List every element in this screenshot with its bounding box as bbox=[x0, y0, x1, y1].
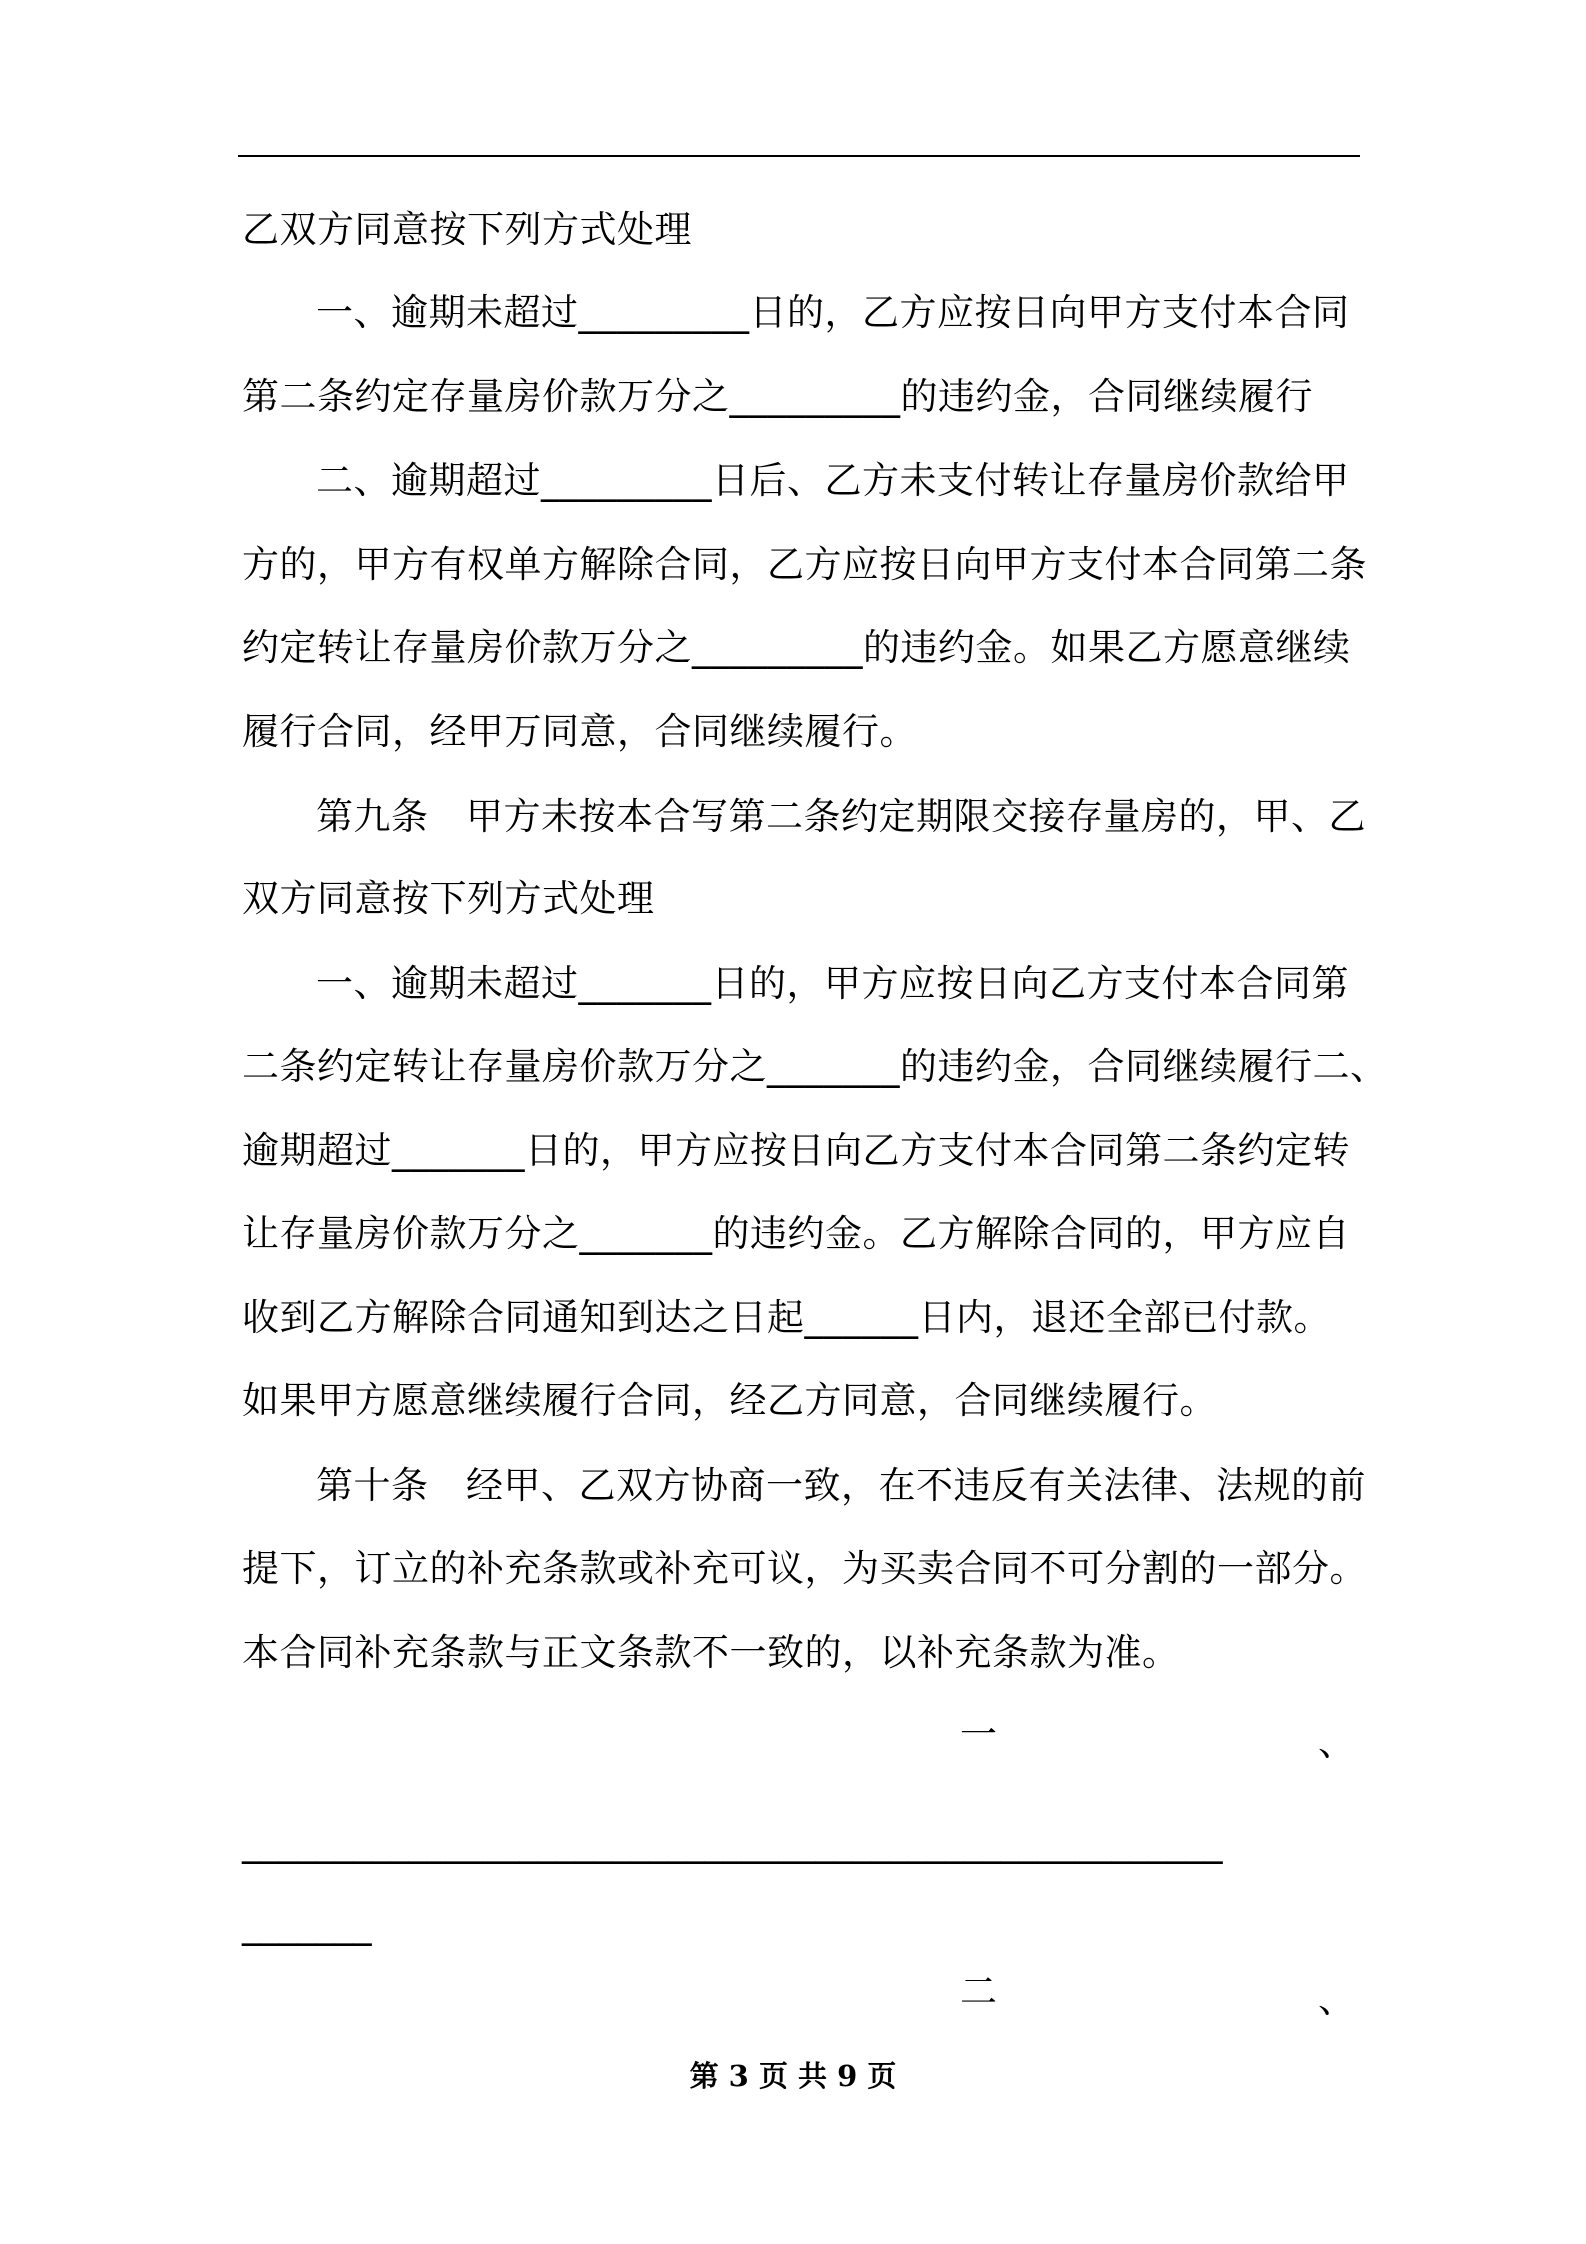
text-line-5: 方的，甲方有权单方解除合同，乙方应按日向甲方支付本合同第二条 bbox=[242, 543, 1367, 586]
header-rule bbox=[238, 155, 1360, 157]
item-marker-comma-1: 、 bbox=[1318, 1721, 1356, 1764]
text-line-10: 一、逾期未超过_______日的，甲方应按日向乙方支付本合同第 bbox=[316, 962, 1349, 1005]
text-line-3: 第二条约定存量房价款万分之_________的违约金，合同继续履行 bbox=[242, 375, 1313, 418]
item-marker-comma-2: 、 bbox=[1318, 1978, 1356, 2021]
text-line-4: 二、逾期超过_________日后、乙方未支付转让存量房价款给甲 bbox=[316, 459, 1350, 502]
text-line-17: 提下，订立的补充条款或补充可议，为买卖合同不可分割的一部分。 bbox=[242, 1547, 1367, 1590]
fill-in-blank-line-2: _______ bbox=[242, 1903, 372, 1946]
text-line-14: 收到乙方解除合同通知到达之日起______日内，退还全部已付款。 bbox=[242, 1296, 1331, 1339]
page-number: 第 3 页 共 9 页 bbox=[689, 2059, 897, 2093]
text-line-11: 二条约定转让存量房价款万分之_______的违约金，合同继续履行二、 bbox=[242, 1045, 1388, 1088]
text-line-15: 如果甲方愿意继续履行合同，经乙方同意，合同继续履行。 bbox=[242, 1379, 1217, 1422]
fill-in-blank-line-1: _____________________________________________________ bbox=[242, 1821, 1223, 1864]
item-marker-one: 一 bbox=[960, 1713, 998, 1756]
text-line-2: 一、逾期未超过_________日的，乙方应按日向甲方支付本合同 bbox=[316, 291, 1350, 334]
text-line-7: 履行合同，经甲万同意，合同继续履行。 bbox=[242, 710, 917, 753]
text-line-1: 乙双方同意按下列方式处理 bbox=[242, 208, 692, 251]
text-line-8: 第九条 甲方未按本合写第二条约定期限交接存量房的，甲、乙 bbox=[316, 795, 1366, 838]
text-line-12: 逾期超过_______日的，甲方应按日向乙方支付本合同第二条约定转 bbox=[242, 1129, 1350, 1172]
item-marker-two: 二 bbox=[960, 1970, 998, 2013]
text-line-9: 双方同意按下列方式处理 bbox=[242, 877, 655, 920]
text-line-13: 让存量房价款万分之_______的违约金。乙方解除合同的，甲方应自 bbox=[242, 1212, 1350, 1255]
text-line-18: 本合同补充条款与正文条款不一致的，以补充条款为准。 bbox=[242, 1631, 1180, 1674]
text-line-6: 约定转让存量房价款万分之_________的违约金。如果乙方愿意继续 bbox=[242, 626, 1351, 669]
text-line-16: 第十条 经甲、乙双方协商一致，在不违反有关法律、法规的前 bbox=[316, 1464, 1366, 1507]
